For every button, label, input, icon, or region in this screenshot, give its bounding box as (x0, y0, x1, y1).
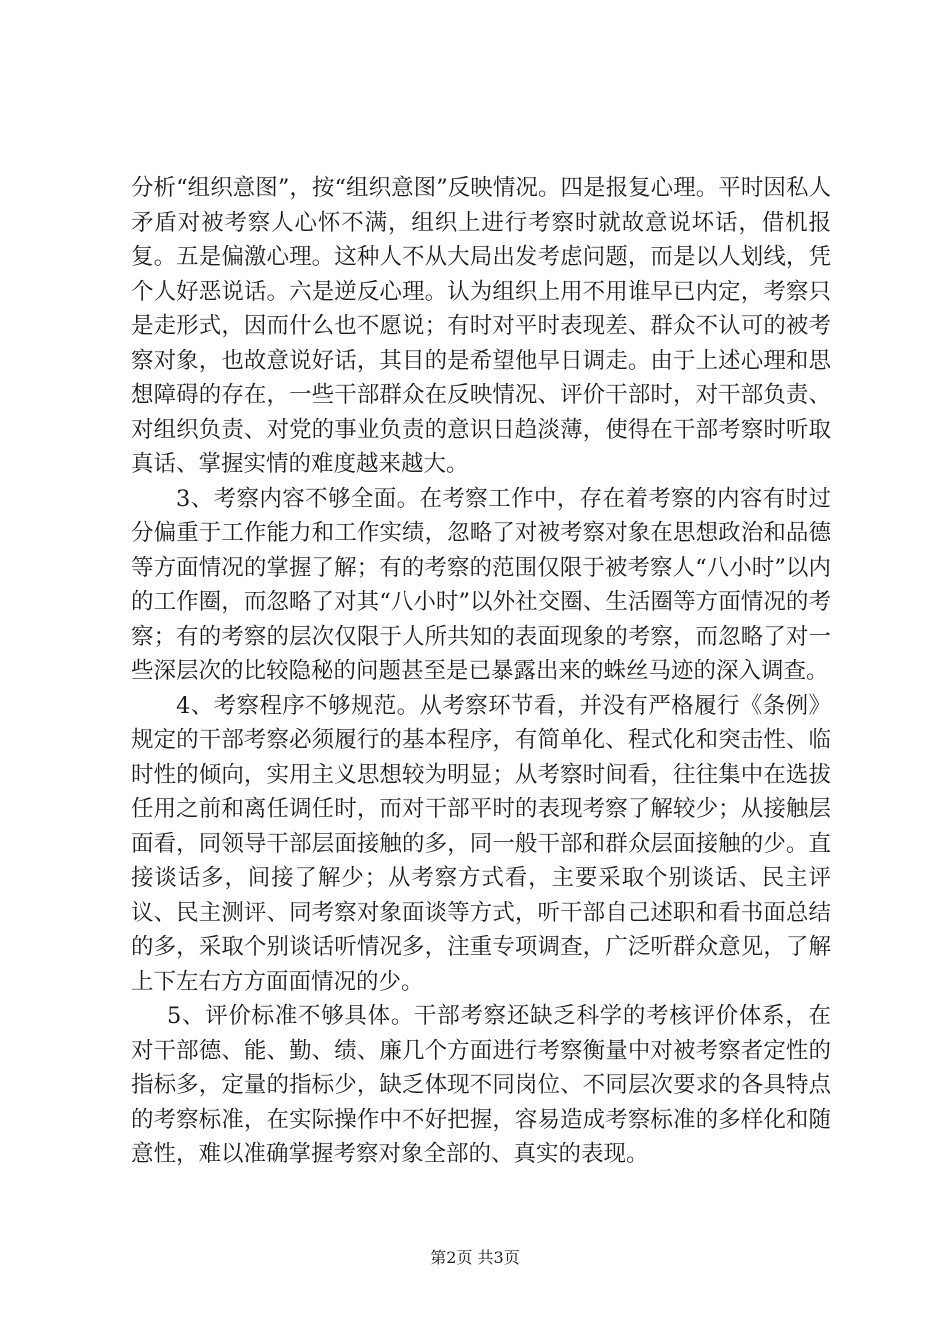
paragraph-item-5: 5、评价标准不够具体。干部考察还缺乏科学的考核评价体系，在对干部德、能、勤、绩、廉几个方面进行考察衡量中对被考察者定性的指标多，定量的指标少，缺乏体现不同岗位、不同层次要求的各具特点的考察标准，在实际操作中不好把握，容易造成考察标准的多样化和随意性，难以准确掌握考察对象全部的、真实的表现。 (131, 1003, 831, 1167)
document-body (131, 171, 831, 1172)
paragraph-continuation: 分析“组织意图”，按“组织意图”反映情况。四是报复心理。平时因私人矛盾对被考察人心怀不满，组织上进行考察时就故意说坏话，借机报复。五是偏激心理。这种人不从大局出发考虑问题，而是以人划线，凭个人好恶说话。六是逆反心理。认为组织上用不用谁早已内定，考察只是走形式，因而什么也不愿说；有时对平时表现差、群众不认可的被考察对象，也故意说好话，其目的是希望他早日调走。由于上述心理和思想障碍的存在，一些干部群众在反映情况、评价干部时，对干部负责、对组织负责、对党的事业负责的意识日趋淡薄，使得在干部考察时听取真话、掌握实情的难度越来越大。 (131, 175, 831, 477)
paragraph-item-3: 3、考察内容不够全面。在考察工作中，存在着考察的内容有时过分偏重于工作能力和工作实绩，忽略了对被考察对象在思想政治和品德等方面情况的掌握了解；有的考察的范围仅限于被考察人“八小时”以内的工作圈，而忽略了对其“八小时”以外社交圈、生活圈等方面情况的考察；有的考察的层次仅限于人所共知的表面现象的考察，而忽略了对一些深层次的比较隐秘的问题甚至是已暴露出来的蛛丝马迹的深入调查。 (131, 485, 831, 684)
page-footer: 第2页 共3页 (430, 1248, 520, 1267)
paragraph-item-4: 4、考察程序不够规范。从考察环节看，并没有严格履行《条例》规定的干部考察必须履行的基本程序，有简单化、程式化和突击性、临时性的倾向，实用主义思想较为明显；从考察时间看，往往集中在选拔任用之前和离任调任时，而对干部平时的表现考察了解较少；从接触层面看，同领导干部层面接触的多，同一般干部和群众层面接触的少。直接谈话多，间接了解少；从考察方式看，主要采取个别谈话、民主评议、民主测评、同考察对象面谈等方式，听干部自己述职和看书面总结的多，采取个别谈话听情况多，注重专项调查，广泛听群众意见，了解上下左右方方面面情况的少。 (131, 692, 831, 995)
